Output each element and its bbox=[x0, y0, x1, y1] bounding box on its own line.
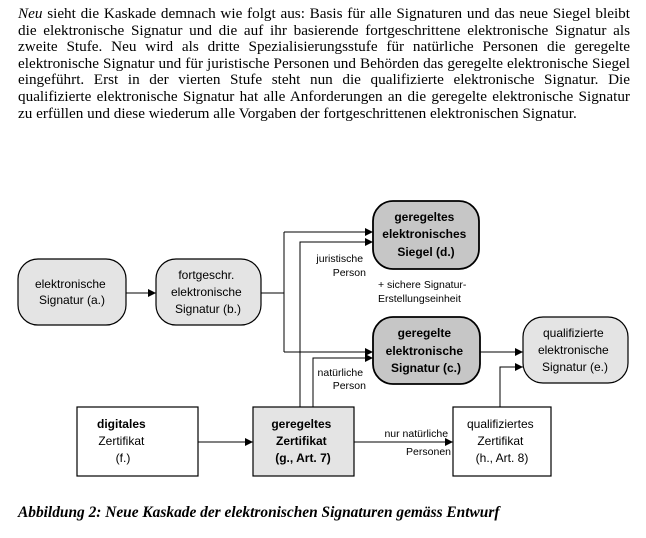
node-h-label bbox=[467, 417, 537, 465]
node-d-line-1: geregeltes bbox=[394, 210, 455, 224]
node-b-label bbox=[171, 268, 245, 316]
node-h-line-3: (h., Art. 8) bbox=[475, 451, 529, 465]
label-natuerliche-line-1: natürliche bbox=[317, 367, 364, 379]
node-c-line-2: elektronische bbox=[385, 344, 464, 358]
node-h-line-2: Zertifikat bbox=[477, 434, 524, 448]
label-nur-natuerliche-line-2: Personen bbox=[406, 446, 451, 458]
label-natuerliche-line-2: Person bbox=[332, 380, 366, 392]
label-sichere-erstellungseinheit bbox=[378, 279, 469, 305]
node-a-line-2: Signatur (a.) bbox=[38, 293, 106, 307]
label-juristische-person bbox=[315, 253, 366, 279]
node-f-line-1: digitales bbox=[96, 417, 146, 431]
paragraph-text: sieht die Kaskade demnach wie folgt aus: Basis für alle Signaturen und das neue Siegel bleibt die elektronische Signatur und die auf ihr basierende fortgeschrittene elektronische Signatur als zweite Stufe. Neu wird als dritte Spezialisierungsstufe für natürliche Personen die geregelte elektronische Signatur und für juristische Personen und Behörden das geregelte elektronische Siegel eingeführt. Erst in der vierten Stufe steht nun die qualifizierte elektronische Signatur. Die qualifizierte elektronische Signatur hat alle Anforderungen an die geregelte elektronische Signatur zu erfüllen und diese wiederum alle Vorgaben der fortgeschrittenen elektronischen Signatur. bbox=[18, 5, 630, 122]
node-e-line-3: Signatur (e.) bbox=[541, 360, 609, 374]
node-e-label bbox=[538, 326, 612, 374]
node-b-line-1: fortgeschr. bbox=[178, 268, 235, 282]
label-sichere-line-2: Erstellungseinheit bbox=[378, 293, 461, 305]
node-c-line-1: geregelte bbox=[397, 326, 452, 340]
node-a-box bbox=[18, 259, 126, 325]
paragraph-lead: Neu bbox=[18, 5, 43, 22]
node-g-line-2: Zertifikat bbox=[275, 434, 327, 448]
node-c-label bbox=[386, 326, 467, 375]
node-h-line-1: qualifiziertes bbox=[466, 417, 534, 431]
node-g-label bbox=[271, 417, 334, 465]
node-b-line-2: elektronische bbox=[170, 285, 242, 299]
label-nur-natuerliche-line-1: nur natürliche bbox=[384, 428, 449, 440]
edge-h-e bbox=[500, 367, 523, 407]
node-d-line-3: Siegel (d.) bbox=[397, 245, 455, 259]
node-g-line-1: geregeltes bbox=[271, 417, 332, 431]
label-nur-natuerliche-personen bbox=[384, 428, 451, 458]
edge-junction-d bbox=[284, 232, 373, 352]
node-e-line-2: elektronische bbox=[537, 343, 609, 357]
node-f-line-3: (f.) bbox=[115, 451, 131, 465]
figure-caption: Abbildung 2: Neue Kaskade der elektronischen Signaturen gemäss Entwurf bbox=[18, 504, 500, 521]
node-d-line-2: elektronisches bbox=[382, 227, 467, 241]
node-b-line-3: Signatur (b.) bbox=[174, 302, 242, 316]
node-e-line-1: qualifizierte bbox=[542, 326, 604, 340]
node-c-line-3: Signatur (c.) bbox=[390, 361, 462, 375]
node-a-line-1: elektronische bbox=[34, 277, 106, 291]
node-f-line-2: Zertifikat bbox=[98, 434, 145, 448]
label-juristische-line-2: Person bbox=[332, 267, 366, 279]
label-juristische-line-1: juristische bbox=[316, 253, 364, 265]
label-sichere-line-1: + sichere Signatur- bbox=[378, 279, 467, 291]
node-g-line-3: (g., Art. 7) bbox=[275, 451, 331, 465]
label-natuerliche-person bbox=[318, 367, 367, 392]
